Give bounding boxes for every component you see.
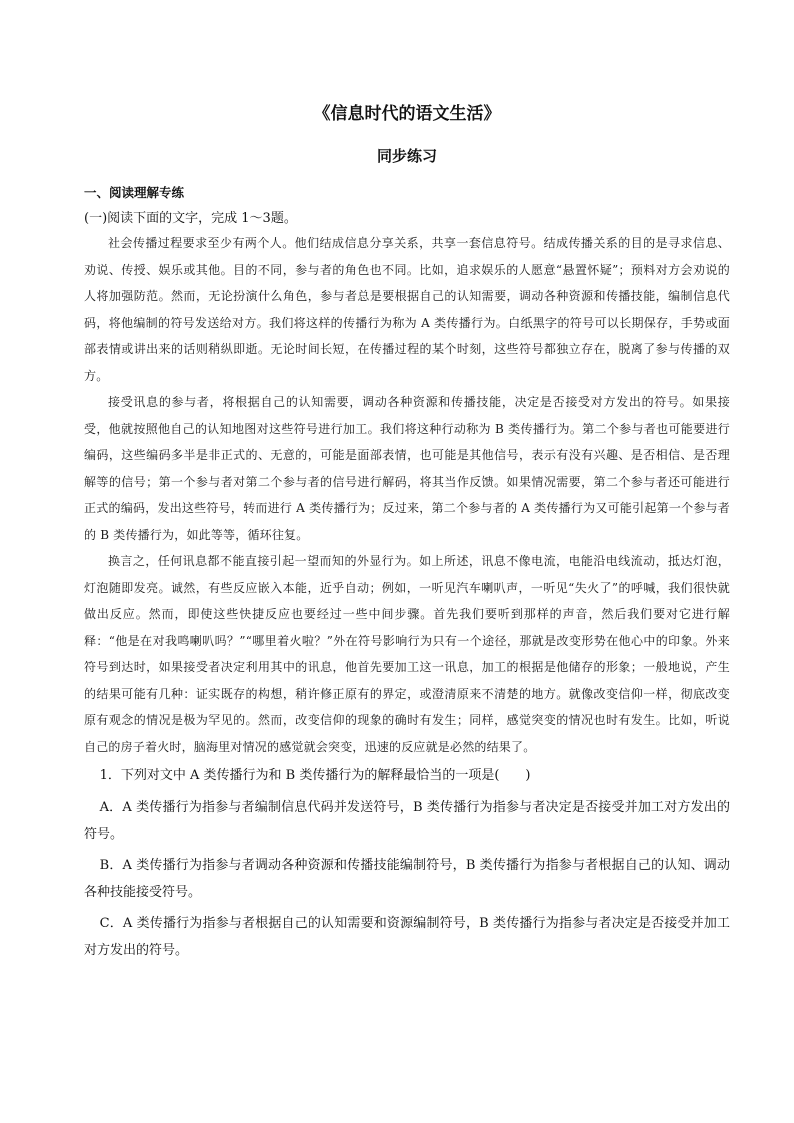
passage-paragraph-3: 换言之，任何讯息都不能直接引起一望而知的外显行为。如上所述，讯息不像电流，电能沿电线流动，抵达灯泡，灯泡随即发亮。诚然，有些反应嵌入本能，近乎自动；例如，一听见汽车喇叭声，一听见“失火了”的呼喊，我们很快就做出反应。然而，即使这些快捷反应也要经过一些中间步骤。首先我们要听到那样的声音，然后我们要对它进行解释：“他是在对我鸣喇叭吗？”“哪里着火啦？”外在符号影响行为只有一个途径，那就是改变形势在他心中的印象。外来符号到达时，如果接受者决定利用其中的讯息，他首先要加工这一讯息，加工的根据是他储存的形象；一般地说，产生的结果可能有几种：证实既存的构想，稍许修正原有的界定，或澄清原来不清楚的地方。就像改变信仰一样，彻底改变原有观念的情况是极为罕见的。然而，改变信仰的现象的确时有发生；同样，感觉突变的情况也时有发生。比如，听说自己的房子着火时，脑海里对情况的感觉就会突变，迅速的反应就是必然的结果了。 xyxy=(84,554,730,754)
document-subtitle: 同步练习 xyxy=(376,147,437,165)
document-title: 《信息时代的语文生活》 xyxy=(313,104,501,124)
question-1-option-c: C．A 类传播行为指参与者根据自己的认知需要和资源编制符号，B 类传播行为指参与者决定是否接受并加工对方发出的符号。 xyxy=(84,916,730,958)
passage-paragraph-1: 社会传播过程要求至少有两个人。他们结成信息分享关系，共享一套信息符号。结成传播关系的目的是寻求信息、劝说、传授、娱乐或其他。目的不同，参与者的角色也不同。比如，追求娱乐的人愿意“悬置怀疑”；预料对方会劝说的人将加强防范。然而，无论扮演什么角色，参与者总是要根据自己的认知需要，调动各种资源和传播技能，编制信息代码，将他编制的符号发送给对方。我们将这样的传播行为称为 A 类传播行为。白纸黑字的符号可以长期保存，手势或面部表情或讲出来的话则稍纵即逝。无论时间长短，在传播过程的某个时刻，这些符号都独立存在，脱离了参与传播的双方。 xyxy=(84,236,730,383)
question-1-option-b: B．A 类传播行为指参与者调动各种资源和传播技能编制符号，B 类传播行为指参与者根据自己的认知、调动各种技能接受符号。 xyxy=(84,858,730,900)
question-1-stem: 1．下列对文中 A 类传播行为和 B 类传播行为的解释最恰当的一项是( ) xyxy=(99,768,531,783)
passage-instruction: (一)阅读下面的文字，完成 1～3题。 xyxy=(84,211,297,226)
passage-paragraph-2: 接受讯息的参与者，将根据自己的认知需要，调动各种资源和传播技能，决定是否接受对方发出的符号。如果接受，他就按照他自己的认知地图对这些符号进行加工。我们将这种行动称为 B 类传播行为。第二个参与者也可能要进行编码，这些编码多半是非正式的、无意的，可能是面部表情，也可能是其他信号，表示有没有兴趣、是否相信、是否理解等的信号；第一个参与者对第二个参与者的信号进行解码，将其当作反馈。如果情况需要，第二个参与者还可能进行正式的编码，发出这些符号，转而进行 A 类传播行为；反过来，第二个参与者的 A 类传播行为又可能引起第一个参与者的 B 类传播行为，如此等等，循环往复。 xyxy=(84,395,730,542)
section-heading: 一、阅读理解专练 xyxy=(84,185,185,200)
question-1-option-a: A．A 类传播行为指参与者编制信息代码并发送符号，B 类传播行为指参与者决定是否接受并加工对方发出的符号。 xyxy=(84,800,730,842)
question-block xyxy=(84,762,730,964)
reading-passage xyxy=(84,230,730,760)
